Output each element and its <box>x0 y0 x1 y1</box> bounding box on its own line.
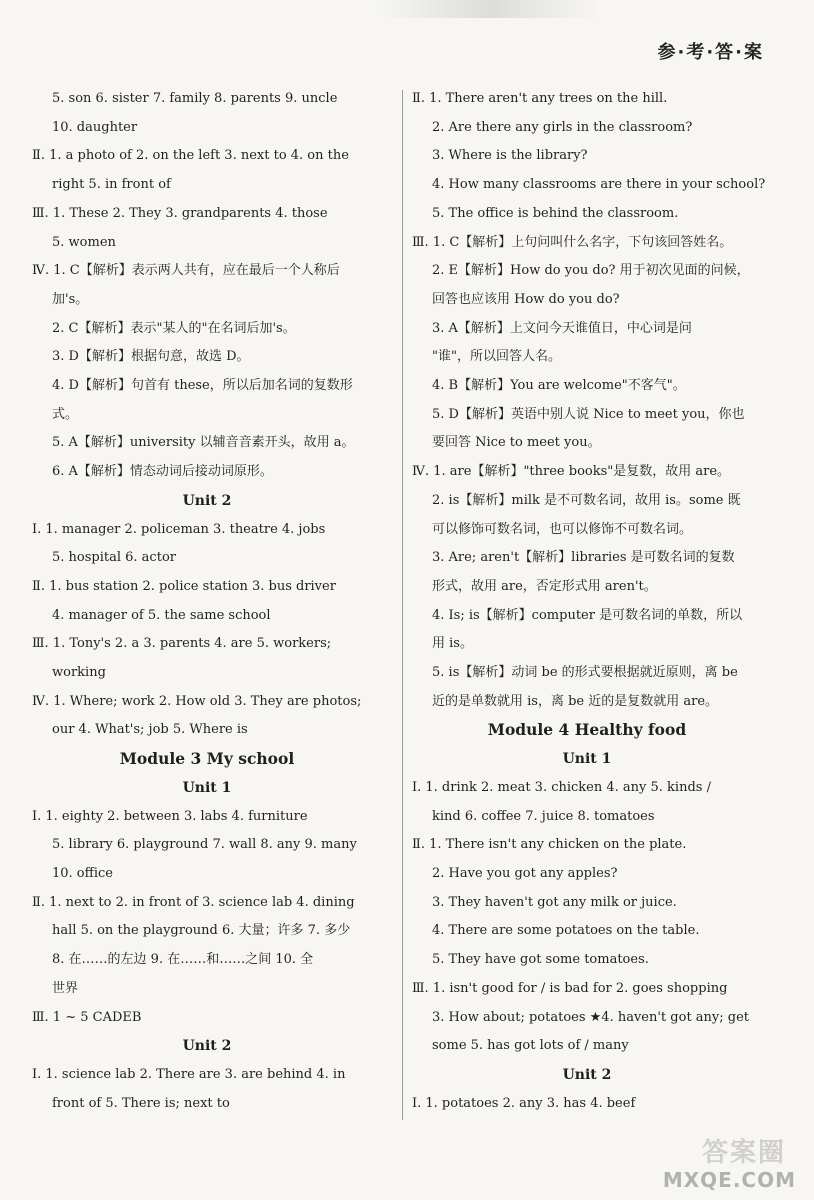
answer-line: 2. C【解析】表示"某人的"在名词后加's。 <box>52 320 296 336</box>
answer-line: 3. Are; aren't【解析】libraries 是可数名词的复数 <box>432 550 735 566</box>
answer-line: Ⅱ. 1. next to 2. in front of 3. science lab 4. dining <box>32 894 355 910</box>
answer-line: 要回答 Nice to meet you。 <box>432 435 601 451</box>
answer-line: 5. The office is behind the classroom. <box>432 205 679 221</box>
answer-line: 用 is。 <box>432 636 473 652</box>
answer-line: 6. A【解析】情态动词后接动词原形。 <box>52 464 273 480</box>
answer-line: 4. Is; is【解析】computer 是可数名词的单数，所以 <box>432 607 743 623</box>
watermark-logo: 答案圈 <box>701 1138 786 1168</box>
answer-line: 4. There are some potatoes on the table. <box>432 923 700 939</box>
watermark <box>646 1132 796 1192</box>
answer-line: 可以修饰可数名词，也可以修饰不可数名词。 <box>432 521 693 537</box>
answer-line: right 5. in front of <box>52 177 171 193</box>
column-divider <box>402 90 403 1120</box>
answer-line: 4. B【解析】You are welcome"不客气"。 <box>432 378 686 394</box>
module-heading: Module 3 My school <box>119 749 295 769</box>
answer-line: kind 6. coffee 7. juice 8. tomatoes <box>432 808 655 824</box>
answer-line: Ⅱ. 1. bus station 2. police station 3. bus driver <box>32 578 336 594</box>
answer-line: 2. Are there any girls in the classroom? <box>432 119 693 135</box>
answer-line: 形式，故用 are，否定形式用 aren't。 <box>432 578 657 594</box>
answer-line: Ⅰ. 1. eighty 2. between 3. labs 4. furniture <box>32 808 308 824</box>
answer-line: 3. Where is the library? <box>432 148 588 164</box>
answer-line: Ⅲ. 1. These 2. They 3. grandparents 4. those <box>32 205 328 221</box>
answer-line: 5. D【解析】英语中别人说 Nice to meet you，你也 <box>432 406 745 422</box>
unit-heading: Unit 2 <box>182 1038 232 1055</box>
answer-line: Ⅲ. 1 ~ 5 CADEB <box>32 1009 142 1025</box>
answer-line: Ⅰ. 1. drink 2. meat 3. chicken 4. any 5. kinds / <box>412 779 711 795</box>
answer-line: Ⅱ. 1. There aren't any trees on the hill. <box>412 91 668 106</box>
answer-line: 3. D【解析】根据句意，故选 D。 <box>52 349 250 365</box>
answer-line: 3. How about; potatoes ★4. haven't got any; get <box>432 1009 750 1025</box>
answer-line: Ⅳ. 1. are【解析】"three books"是复数，故用 are。 <box>412 464 731 480</box>
answer-line: 世界 <box>52 980 79 996</box>
answer-line: Ⅲ. 1. Tony's 2. a 3. parents 4. are 5. workers; <box>32 636 332 652</box>
answer-line: our 4. What's; job 5. Where is <box>52 722 248 738</box>
answer-line: Ⅰ. 1. manager 2. policeman 3. theatre 4. jobs <box>32 521 326 537</box>
answer-line: Ⅰ. 1. science lab 2. There are 3. are behind 4. in <box>32 1066 346 1082</box>
answer-line: some 5. has got lots of / many <box>432 1038 629 1054</box>
answer-line: 5. They have got some tomatoes. <box>432 952 649 968</box>
answer-line: 2. E【解析】How do you do? 用于初次见面的问候， <box>432 263 750 279</box>
answer-line: 加's。 <box>52 291 89 307</box>
answer-line: 4. D【解析】句首有 these，所以后加名词的复数形 <box>52 378 353 394</box>
unit-heading: Unit 2 <box>182 492 232 509</box>
right-column <box>412 85 766 1118</box>
answer-line: 3. They haven't got any milk or juice. <box>432 894 677 910</box>
answer-line: 10. daughter <box>52 119 138 135</box>
answer-line: 3. A【解析】上文问今天谁值日，中心词是问 <box>432 320 692 336</box>
answer-line: working <box>52 665 106 681</box>
answer-line: 4. How many classrooms are there in your school? <box>432 177 766 193</box>
answer-line: front of 5. There is; next to <box>52 1095 230 1111</box>
answer-line: Ⅲ. 1. isn't good for / is bad for 2. goes shopping <box>412 980 728 996</box>
answer-line: 回答也应该用 How do you do? <box>432 291 620 307</box>
answer-line: 5. son 6. sister 7. family 8. parents 9. uncle <box>52 91 338 106</box>
answer-line: Ⅳ. 1. C【解析】表示两人共有，应在最后一个人称后 <box>32 263 340 279</box>
answer-line: Ⅱ. 1. a photo of 2. on the left 3. next to 4. on the <box>32 148 349 164</box>
answer-line: 5. is【解析】动词 be 的形式要根据就近原则，离 be <box>432 665 738 681</box>
answer-line: 式。 <box>52 406 79 422</box>
answer-line: 5. A【解析】university 以辅音音素开头，故用 a。 <box>52 435 355 451</box>
answer-line: 5. hospital 6. actor <box>52 550 176 566</box>
scan-smudge <box>380 0 600 18</box>
answer-line: 4. manager of 5. the same school <box>52 607 271 623</box>
unit-heading: Unit 1 <box>182 779 232 796</box>
answer-line: Ⅰ. 1. potatoes 2. any 3. has 4. beef <box>412 1095 636 1111</box>
left-column <box>32 85 382 1118</box>
unit-heading: Unit 2 <box>562 1066 612 1083</box>
answer-line: Ⅱ. 1. There isn't any chicken on the plate. <box>412 837 687 853</box>
unit-heading: Unit 1 <box>562 751 612 768</box>
answer-line: hall 5. on the playground 6. 大量；许多 7. 多少 <box>52 923 351 939</box>
answer-line: 5. women <box>52 234 116 250</box>
watermark-url: MXQE.COM <box>662 1168 796 1192</box>
answer-line: 近的是单数就用 is，离 be 近的是复数就用 are。 <box>432 693 719 709</box>
answer-line: Ⅳ. 1. Where; work 2. How old 3. They are photos; <box>32 693 362 709</box>
answer-line: 2. Have you got any apples? <box>432 865 618 881</box>
module-heading: Module 4 Healthy food <box>487 720 687 740</box>
answer-line: Ⅲ. 1. C【解析】上句问叫什么名字，下句该回答姓名。 <box>412 234 733 250</box>
page-header: 参·考·答·案 <box>657 42 764 63</box>
answer-line: "谁"，所以回答人名。 <box>432 349 561 365</box>
answer-line: 5. library 6. playground 7. wall 8. any 9. many <box>52 837 357 853</box>
answer-line: 10. office <box>52 865 114 881</box>
answer-line: 8. 在……的左边 9. 在……和……之间 10. 全 <box>52 952 314 968</box>
answer-line: 2. is【解析】milk 是不可数名词，故用 is。some 既 <box>432 492 741 508</box>
